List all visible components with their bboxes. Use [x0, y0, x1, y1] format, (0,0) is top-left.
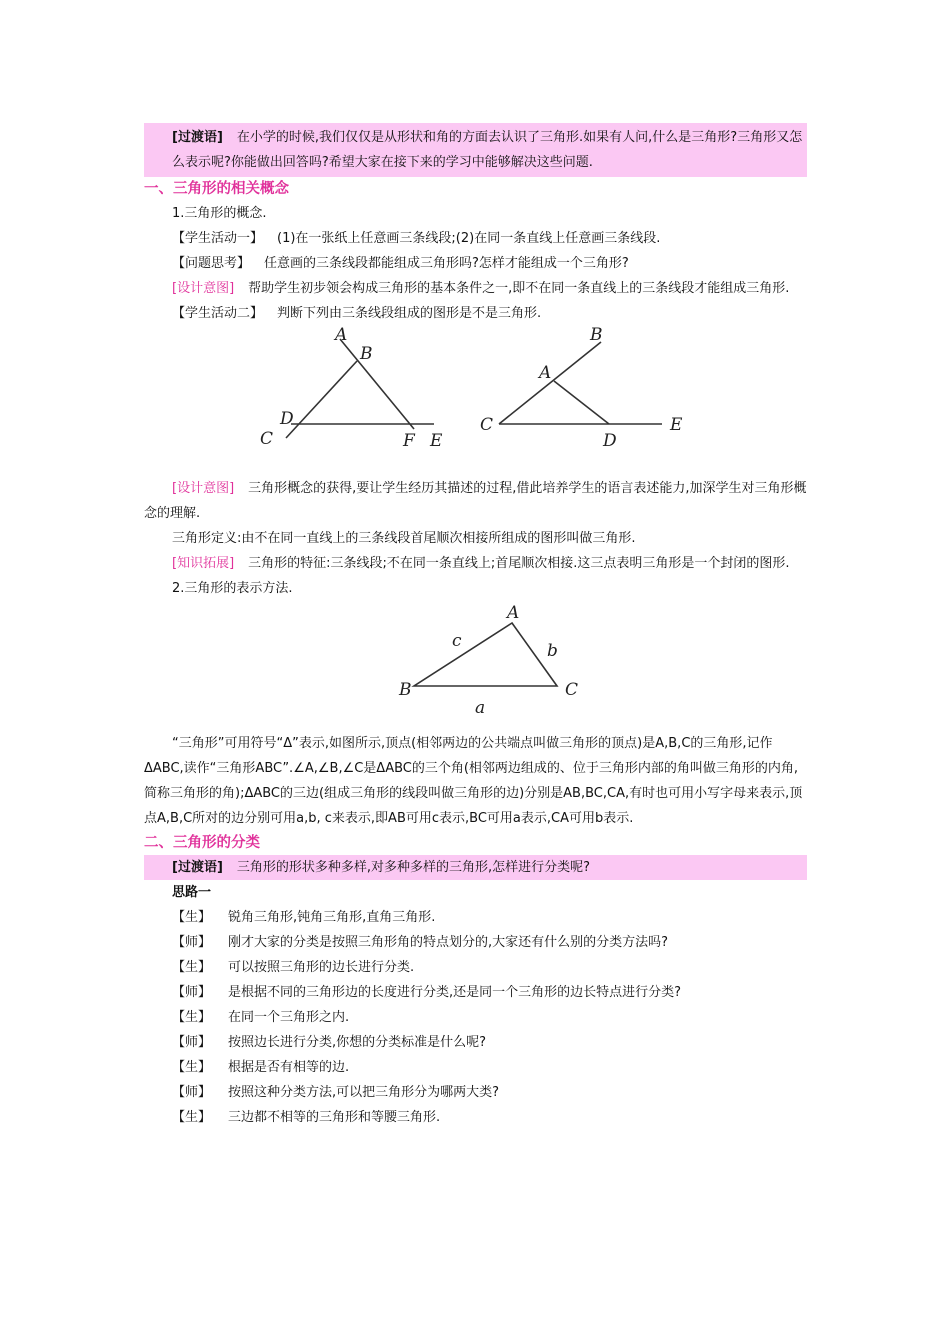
fig2-label-e: E: [670, 415, 683, 435]
dialog-role: 【生】: [172, 1110, 212, 1125]
dialog-line: [172, 1105, 807, 1130]
dialog-text: 在同一个三角形之内.: [228, 1010, 350, 1025]
dialog-role: 【生】: [172, 910, 212, 925]
dialog-text: 按照边长进行分类,你想的分类标准是什么呢?: [228, 1035, 487, 1050]
intro-tag: [过渡语]: [172, 130, 223, 145]
fig1-label-f: F: [403, 431, 415, 451]
triangle-abc-svg: [144, 601, 807, 731]
question-tag: 【问题思考】: [172, 256, 251, 271]
fig3-label-b: B: [399, 680, 412, 700]
fig1-label-e: E: [430, 431, 443, 451]
dialog-role: 【生】: [172, 960, 212, 975]
fig1-label-a: A: [335, 326, 348, 345]
representation-text: “三角形”可用符号“Δ”表示,如图所示,顶点(相邻两边的公共端点叫做三角形的顶点)是A,B,C的三角形,记作ΔABC,读作“三角形ABC”.∠A,∠B,∠C是ΔABC的三个角(相邻两边组成的、位于三角形内部的角叫做三角形的内角,简称三角形的角);ΔABC的三边(组成三角形的线段叫做三角形的边)分别是AB,BC,CA,有时也可用小写字母来表示,顶点A,B,C所对的边分别可用a,b, c来表示,即AB可用c表示,BC可用a表示,CA可用b表示.: [144, 736, 803, 826]
fig1-segment-af: [340, 339, 414, 429]
fig3-label-a: A: [507, 603, 520, 623]
fig3-label-c: C: [565, 680, 579, 700]
activity2-text: 判断下列由三条线段组成的图形是不是三角形.: [277, 306, 542, 321]
fig2-label-c: C: [480, 415, 494, 435]
item1-title: 1.三角形的概念.: [172, 206, 267, 221]
question-thinking: [144, 251, 807, 276]
section2-transition-tag: [过渡语]: [172, 860, 223, 875]
extension-text: 三角形的特征:三条线段;不在同一条直线上;首尾顺次相接.这三点表明三角形是一个封闭的图形.: [248, 556, 790, 571]
intro-transition: [144, 123, 807, 177]
fig1-label-d: D: [280, 409, 294, 429]
dialog-text: 是根据不同的三角形边的长度进行分类,还是同一个三角形的边长特点进行分类?: [228, 985, 682, 1000]
dialog-line: [172, 1005, 807, 1030]
dialog-list: [144, 905, 807, 1130]
fig2-label-b: B: [590, 326, 603, 345]
dialog-role: 【生】: [172, 1060, 212, 1075]
dialog-role: 【师】: [172, 935, 212, 950]
intro-text: 在小学的时候,我们仅仅是从形状和角的方面去认识了三角形.如果有人问,什么是三角形?三角形又怎么表示呢?你能做出回答吗?希望大家在接下来的学习中能够解决这些问题.: [172, 130, 803, 170]
segment-figures-svg: [144, 326, 807, 476]
dialog-text: 锐角三角形,钝角三角形,直角三角形.: [228, 910, 436, 925]
design2-text: 三角形概念的获得,要让学生经历其描述的过程,借此培养学生的语言表述能力,加深学生对三角形概念的理解.: [144, 481, 807, 521]
item2-title: 2.三角形的表示方法.: [172, 581, 293, 596]
dialog-text: 根据是否有相等的边.: [228, 1060, 350, 1075]
dialog-line: [172, 930, 807, 955]
fig2-label-d: D: [603, 431, 617, 451]
figure1: [144, 326, 443, 476]
fig1-label-b: B: [360, 344, 373, 364]
dialog-line: [172, 905, 807, 930]
activity2-tag: 【学生活动二】: [172, 306, 264, 321]
dialog-text: 按照这种分类方法,可以把三角形分为哪两大类?: [228, 1085, 500, 1100]
dialog-text: 刚才大家的分类是按照三角形角的特点划分的,大家还有什么别的分类方法吗?: [228, 935, 669, 950]
idea-one: 思路一: [172, 885, 212, 900]
dialog-role: 【生】: [172, 1010, 212, 1025]
design1-text: 帮助学生初步领会构成三角形的基本条件之一,即不在同一条直线上的三条线段才能组成三角形.: [248, 281, 790, 296]
figure2: [480, 326, 683, 451]
dialog-role: 【师】: [172, 1085, 212, 1100]
fig1-label-c: C: [260, 429, 274, 449]
dialog-text: 可以按照三角形的边长进行分类.: [228, 960, 415, 975]
fig3-label-a-lower: a: [475, 698, 486, 718]
fig2-label-a: A: [539, 363, 552, 383]
dialog-line: [172, 1080, 807, 1105]
activity1-text: (1)在一张纸上任意画三条线段;(2)在同一条直线上任意画三条线段.: [277, 231, 661, 246]
section2-transition: [144, 855, 807, 880]
representation-paragraph: [144, 731, 807, 831]
section2-transition-text: 三角形的形状多种多样,对多种多样的三角形,怎样进行分类呢?: [236, 860, 591, 875]
student-activity1: [144, 226, 807, 251]
knowledge-extension: [144, 551, 807, 576]
triangle-abc-shape: [414, 623, 557, 686]
section2-heading: 二、三角形的分类: [144, 835, 260, 851]
dialog-line: [172, 1055, 807, 1080]
dialog-line: [172, 980, 807, 1005]
dialog-role: 【师】: [172, 1035, 212, 1050]
dialog-line: [172, 955, 807, 980]
student-activity2: [144, 301, 807, 326]
extension-tag: [知识拓展]: [172, 556, 235, 571]
design-intent2: [144, 476, 807, 526]
activity1-tag: 【学生活动一】: [172, 231, 264, 246]
dialog-line: [172, 1030, 807, 1055]
document-page: [144, 123, 807, 1130]
fig2-segment-cb: [499, 342, 601, 424]
fig1-segment-bc: [286, 361, 357, 438]
dialog-role: 【师】: [172, 985, 212, 1000]
triangle-abc-figure: [144, 601, 807, 731]
triangle-definition: 三角形定义:由不在同一直线上的三条线段首尾顺次相接所组成的图形叫做三角形.: [172, 531, 636, 546]
design1-tag: [设计意图]: [172, 281, 235, 296]
section1-heading: 一、三角形的相关概念: [144, 181, 289, 197]
dialog-text: 三边都不相等的三角形和等腰三角形.: [228, 1110, 441, 1125]
design2-tag: [设计意图]: [172, 481, 235, 496]
fig3-label-c-lower: c: [452, 631, 462, 651]
question-text: 任意画的三条线段都能组成三角形吗?怎样才能组成一个三角形?: [264, 256, 629, 271]
fig3-label-b-lower: b: [547, 641, 558, 661]
fig2-segment-ad: [554, 381, 609, 424]
design-intent1: [144, 276, 807, 301]
segment-figures: [144, 326, 807, 476]
